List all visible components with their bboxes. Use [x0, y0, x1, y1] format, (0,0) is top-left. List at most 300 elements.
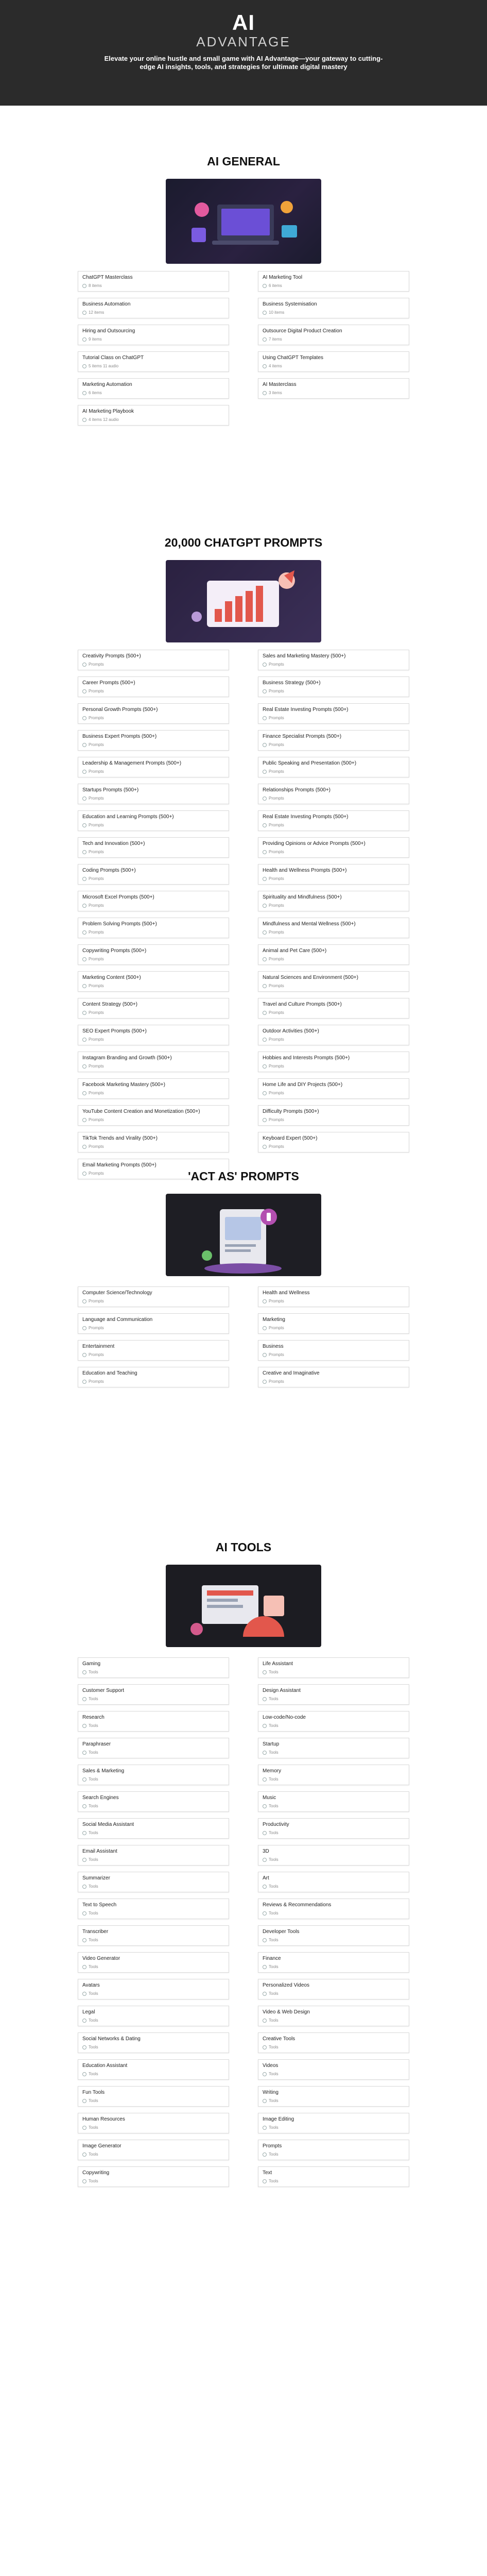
list-item[interactable]	[78, 271, 229, 292]
list-item-meta-text: Tools	[89, 2072, 98, 2076]
list-item-meta	[263, 364, 405, 368]
list-item[interactable]	[258, 271, 409, 292]
list-item[interactable]	[258, 1105, 409, 1126]
list-item-title: Sales and Marketing Mastery (500+)	[263, 653, 346, 659]
list-item[interactable]	[78, 864, 229, 885]
list-item-title: Natural Sciences and Environment (500+)	[263, 975, 358, 980]
list-item[interactable]	[78, 1025, 229, 1045]
list-item-meta	[82, 689, 224, 693]
item-type-icon	[263, 1751, 267, 1755]
list-item[interactable]	[258, 944, 409, 965]
list-item[interactable]	[258, 2032, 409, 2053]
list-item[interactable]	[78, 998, 229, 1019]
list-item[interactable]	[258, 891, 409, 911]
item-type-icon	[82, 284, 86, 288]
list-item-meta-text: Prompts	[269, 1010, 284, 1015]
list-item-meta-text: 7 items	[269, 337, 282, 342]
list-item-meta	[82, 2152, 224, 2157]
list-item[interactable]	[78, 810, 229, 831]
list-item-meta-text: 5 items 11 audio	[89, 364, 119, 368]
list-item[interactable]	[78, 1132, 229, 1153]
list-item[interactable]	[258, 730, 409, 751]
item-type-icon	[82, 877, 86, 881]
list-item-title: Content Strategy (500+)	[82, 1002, 138, 1007]
list-item-meta	[263, 742, 405, 747]
list-item[interactable]	[258, 837, 409, 858]
list-item[interactable]	[78, 325, 229, 345]
list-item[interactable]	[78, 1367, 229, 1387]
list-item-meta	[263, 2125, 405, 2130]
list-item[interactable]	[258, 1684, 409, 1705]
item-grid	[78, 1286, 409, 1394]
list-item-title: Spirituality and Mindfulness (500+)	[263, 894, 342, 900]
list-item-title: Keyboard Expert (500+)	[263, 1136, 318, 1141]
list-item-meta	[263, 930, 405, 935]
list-item-title: Avatars	[82, 1982, 100, 1988]
list-item[interactable]	[78, 2006, 229, 2026]
list-item-meta	[263, 716, 405, 720]
list-item-title: Leadership & Management Prompts (500+)	[82, 760, 182, 766]
list-item[interactable]	[258, 676, 409, 697]
section-ai-general	[0, 155, 487, 432]
act-as-illustration-icon	[166, 1194, 321, 1276]
list-item-meta	[263, 2098, 405, 2103]
section-illustration	[166, 1194, 321, 1276]
list-item-meta	[263, 1379, 405, 1384]
list-item-title: Hobbies and Interests Prompts (500+)	[263, 1055, 350, 1061]
item-type-icon	[263, 1992, 267, 1996]
list-item-title: Low-code/No-code	[263, 1715, 306, 1720]
list-item-title: Video Generator	[82, 1956, 120, 1961]
list-item-title: Health and Wellness	[263, 1290, 310, 1296]
item-type-icon	[82, 1777, 86, 1782]
list-item[interactable]	[78, 971, 229, 992]
list-item-title: Health and Wellness Prompts (500+)	[263, 868, 347, 873]
list-item[interactable]	[78, 676, 229, 697]
list-item[interactable]	[258, 2140, 409, 2160]
list-item-title: Facebook Marketing Mastery (500+)	[82, 1082, 165, 1088]
list-item-meta-text: Tools	[269, 1911, 279, 1916]
item-type-icon	[263, 2153, 267, 2157]
item-type-icon	[263, 1326, 267, 1330]
hero-title: AI	[232, 10, 255, 35]
list-item-title: Computer Science/Technology	[82, 1290, 152, 1296]
list-item[interactable]	[258, 2059, 409, 2080]
list-item[interactable]	[258, 757, 409, 777]
list-item-meta-text: Prompts	[89, 1117, 104, 1122]
list-item-meta-text: Tools	[269, 1857, 279, 1862]
item-type-icon	[82, 418, 86, 422]
list-item-title: Social Networks & Dating	[82, 2036, 141, 2042]
item-type-icon	[263, 1938, 267, 1942]
list-item[interactable]	[258, 650, 409, 670]
list-item-title: Email Marketing Prompts (500+)	[82, 1162, 156, 1168]
list-item-meta-text: Prompts	[269, 689, 284, 693]
list-item[interactable]	[78, 757, 229, 777]
list-item-meta-text: Prompts	[89, 1326, 104, 1330]
list-item[interactable]	[258, 1657, 409, 1678]
list-item-meta-text: Tools	[89, 2179, 98, 2183]
list-item[interactable]	[78, 918, 229, 938]
list-item[interactable]	[78, 650, 229, 670]
list-item-meta	[263, 662, 405, 667]
list-item[interactable]	[78, 730, 229, 751]
list-item[interactable]	[258, 1791, 409, 1812]
list-item[interactable]	[258, 918, 409, 938]
list-item[interactable]	[78, 1925, 229, 1946]
list-item-meta	[82, 1144, 224, 1149]
list-item-meta	[82, 876, 224, 881]
list-item[interactable]	[258, 1286, 409, 1307]
list-item[interactable]	[78, 944, 229, 965]
item-grid	[78, 650, 409, 1185]
list-item-meta-text: Prompts	[269, 1091, 284, 1095]
list-item-title: Business	[263, 1344, 284, 1349]
list-item-meta	[263, 1144, 405, 1149]
list-item[interactable]	[258, 378, 409, 399]
list-item[interactable]	[258, 998, 409, 1019]
list-item-meta-text: Prompts	[269, 1064, 284, 1069]
list-item-meta	[263, 1010, 405, 1015]
item-type-icon	[263, 1777, 267, 1782]
list-item-meta	[263, 1064, 405, 1069]
list-item-meta	[82, 1697, 224, 1701]
list-item-meta-text: Prompts	[89, 1010, 104, 1015]
list-item-title: Transcriber	[82, 1929, 109, 1935]
list-item-title: Coding Prompts (500+)	[82, 868, 136, 873]
list-item-meta-text: Tools	[89, 2018, 98, 2023]
list-item-meta-text: 12 items	[89, 310, 105, 315]
list-item[interactable]	[78, 1340, 229, 1361]
list-item-title: Text to Speech	[82, 1902, 117, 1908]
list-item-meta-text: 6 items	[269, 283, 282, 288]
list-item-meta-text: Tools	[89, 1938, 98, 1942]
item-type-icon	[263, 1911, 267, 1916]
list-item-meta	[82, 1670, 224, 1674]
list-item-meta	[263, 1117, 405, 1122]
list-item-meta-text: Tools	[269, 2179, 279, 2183]
item-type-icon	[82, 1804, 86, 1808]
list-item[interactable]	[78, 1845, 229, 1866]
list-item-meta-text: Prompts	[269, 930, 284, 935]
list-item-meta-text: Tools	[89, 1804, 98, 1808]
item-type-icon	[82, 716, 86, 720]
list-item[interactable]	[258, 1818, 409, 1839]
list-item-meta-text: Prompts	[269, 716, 284, 720]
list-item[interactable]	[258, 1765, 409, 1785]
list-item-meta-text: 6 items	[89, 391, 102, 395]
list-item[interactable]	[258, 1052, 409, 1072]
list-item[interactable]	[78, 891, 229, 911]
item-type-icon	[82, 1091, 86, 1095]
list-item-meta	[263, 1884, 405, 1889]
list-item-meta	[263, 1857, 405, 1862]
list-item-meta	[263, 1750, 405, 1755]
list-item-title: Travel and Culture Prompts (500+)	[263, 1002, 342, 1007]
item-type-icon	[263, 1965, 267, 1969]
list-item[interactable]	[78, 703, 229, 724]
list-item[interactable]	[258, 1711, 409, 1732]
list-item[interactable]	[258, 1925, 409, 1946]
list-item-meta-text: 8 items	[89, 283, 102, 288]
list-item-meta-text: Tools	[89, 1884, 98, 1889]
list-item-meta-text: Prompts	[269, 957, 284, 961]
list-item[interactable]	[78, 2113, 229, 2133]
list-item-meta	[82, 1326, 224, 1330]
item-type-icon	[263, 1670, 267, 1674]
list-item[interactable]	[258, 298, 409, 318]
item-type-icon	[82, 364, 86, 368]
list-item[interactable]	[78, 1105, 229, 1126]
list-item[interactable]	[258, 1952, 409, 1973]
list-item-meta-text: Tools	[269, 2152, 279, 2157]
list-item-meta-text: Tools	[89, 1831, 98, 1835]
list-item[interactable]	[78, 2086, 229, 2107]
list-item-title: Tech and Innovation (500+)	[82, 841, 145, 846]
list-item-meta	[263, 1964, 405, 1969]
list-item-meta-text: Tools	[269, 1991, 279, 1996]
list-item-meta-text: Prompts	[89, 930, 104, 935]
list-item-title: Entertainment	[82, 1344, 115, 1349]
list-item-meta-text: Tools	[269, 2018, 279, 2023]
list-item-title: Startup	[263, 1741, 280, 1747]
list-item-title: TikTok Trends and Virality (500+)	[82, 1136, 158, 1141]
item-type-icon	[82, 1299, 86, 1303]
list-item-meta-text: Prompts	[269, 823, 284, 827]
list-item-title: Copywriting	[82, 2170, 110, 2176]
list-item[interactable]	[78, 1899, 229, 1919]
list-item[interactable]	[258, 1979, 409, 1999]
list-item-title: Startups Prompts (500+)	[82, 787, 139, 793]
list-item-meta-text: Prompts	[269, 1379, 284, 1384]
list-item-meta	[263, 903, 405, 908]
list-item-title: Paraphraser	[82, 1741, 111, 1747]
list-item[interactable]	[78, 1286, 229, 1307]
list-item[interactable]	[258, 810, 409, 831]
list-item-meta-text: Prompts	[269, 850, 284, 854]
list-item[interactable]	[258, 325, 409, 345]
list-item[interactable]	[78, 2166, 229, 2187]
list-item-meta	[82, 796, 224, 801]
list-item[interactable]	[78, 1078, 229, 1099]
list-item[interactable]	[258, 971, 409, 992]
list-item-title: Marketing Content (500+)	[82, 975, 141, 980]
list-item-meta	[263, 1911, 405, 1916]
item-type-icon	[82, 1724, 86, 1728]
item-type-icon	[263, 337, 267, 342]
list-item[interactable]	[258, 1313, 409, 1334]
list-item[interactable]	[78, 1765, 229, 1785]
list-item-meta-text: Prompts	[269, 742, 284, 747]
list-item-meta-text: Tools	[89, 1991, 98, 1996]
list-item[interactable]	[78, 837, 229, 858]
list-item-title: Image Editing	[263, 2116, 294, 2122]
item-type-icon	[263, 1038, 267, 1042]
list-item[interactable]	[258, 1899, 409, 1919]
list-item-title: Marketing	[263, 1317, 285, 1323]
list-item-meta-text: Tools	[269, 2072, 279, 2076]
list-item-meta	[263, 957, 405, 961]
list-item[interactable]	[78, 351, 229, 372]
list-item-title: Social Media Assistant	[82, 1822, 134, 1827]
list-item[interactable]	[78, 1052, 229, 1072]
list-item[interactable]	[258, 703, 409, 724]
list-item-title: Image Generator	[82, 2143, 121, 2149]
item-type-icon	[263, 1118, 267, 1122]
list-item-title: Animal and Pet Care (500+)	[263, 948, 327, 954]
list-item[interactable]	[78, 1684, 229, 1705]
list-item[interactable]	[258, 2166, 409, 2187]
list-item[interactable]	[78, 405, 229, 426]
item-type-icon	[82, 1751, 86, 1755]
list-item[interactable]	[258, 1340, 409, 1361]
list-item-title: Video & Web Design	[263, 2009, 310, 2015]
list-item[interactable]	[78, 378, 229, 399]
list-item-meta	[263, 1723, 405, 1728]
list-item-meta-text: Prompts	[89, 903, 104, 908]
item-type-icon	[82, 1885, 86, 1889]
list-item[interactable]	[258, 1132, 409, 1153]
item-type-icon	[263, 2126, 267, 2130]
item-type-icon	[82, 2153, 86, 2157]
list-item-meta-text: Tools	[269, 2098, 279, 2103]
item-type-icon	[82, 770, 86, 774]
item-type-icon	[82, 1831, 86, 1835]
list-item-meta-text: 10 items	[269, 310, 285, 315]
list-item-meta	[82, 1379, 224, 1384]
list-item-meta	[82, 1750, 224, 1755]
list-item[interactable]	[78, 2059, 229, 2080]
list-item[interactable]	[258, 1845, 409, 1866]
list-item[interactable]	[78, 1872, 229, 1892]
item-type-icon	[263, 663, 267, 667]
list-item[interactable]	[258, 2086, 409, 2107]
item-type-icon	[82, 1145, 86, 1149]
list-item-meta-text: Tools	[89, 1670, 98, 1674]
item-type-icon	[82, 663, 86, 667]
list-item-meta	[263, 796, 405, 801]
list-item-meta-text: Tools	[89, 2152, 98, 2157]
item-type-icon	[263, 2179, 267, 2183]
list-item-meta-text: Prompts	[89, 1171, 104, 1176]
list-item[interactable]	[78, 784, 229, 804]
list-item[interactable]	[78, 1818, 229, 1839]
list-item-meta-text: Tools	[269, 1750, 279, 1755]
item-type-icon	[263, 1697, 267, 1701]
hero-tagline: Elevate your online hustle and small game with AI Advantage—your gateway to cutting-edge AI insights, tools, and strategies for ultimate digital mastery	[104, 55, 383, 71]
list-item-meta	[82, 1037, 224, 1042]
list-item-meta	[263, 283, 405, 288]
list-item[interactable]	[258, 1078, 409, 1099]
item-type-icon	[82, 743, 86, 747]
list-item[interactable]	[78, 2032, 229, 2053]
list-item-meta-text: Prompts	[89, 850, 104, 854]
list-item-title: Life Assistant	[263, 1661, 293, 1667]
list-item-meta	[263, 1804, 405, 1808]
item-type-icon	[82, 2019, 86, 2023]
section-chatgpt-prompts	[0, 536, 487, 1185]
list-item-meta-text: Prompts	[89, 1144, 104, 1149]
list-item-title: Hiring and Outsourcing	[82, 328, 135, 334]
list-item-meta	[263, 1091, 405, 1095]
section-ai-tools	[0, 1540, 487, 2193]
list-item[interactable]	[258, 1738, 409, 1758]
section-title: 'ACT AS' PROMPTS	[188, 1170, 299, 1183]
list-item-meta-text: 9 items	[89, 337, 102, 342]
item-type-icon	[263, 2019, 267, 2023]
list-item-title: Real Estate Investing Prompts (500+)	[263, 814, 349, 820]
list-item[interactable]	[78, 1738, 229, 1758]
item-type-icon	[263, 957, 267, 961]
list-item-title: Customer Support	[82, 1688, 125, 1693]
item-type-icon	[263, 2072, 267, 2076]
list-item-meta	[82, 662, 224, 667]
list-item-title: Outsource Digital Product Creation	[263, 328, 342, 334]
list-item[interactable]	[258, 784, 409, 804]
list-item[interactable]	[258, 1872, 409, 1892]
list-item-meta	[82, 391, 224, 395]
list-item[interactable]	[78, 298, 229, 318]
list-item-meta-text: Prompts	[269, 1144, 284, 1149]
item-type-icon	[82, 1118, 86, 1122]
list-item[interactable]	[78, 1313, 229, 1334]
list-item[interactable]	[258, 1025, 409, 1045]
list-item-meta-text: Tools	[89, 2125, 98, 2130]
list-item[interactable]	[78, 1711, 229, 1732]
list-item-meta-text: Tools	[269, 2125, 279, 2130]
list-item-title: Microsoft Excel Prompts (500+)	[82, 894, 154, 900]
item-type-icon	[263, 1724, 267, 1728]
item-type-icon	[263, 930, 267, 935]
list-item[interactable]	[78, 1657, 229, 1678]
list-item-title: Real Estate Investing Prompts (500+)	[263, 707, 349, 713]
list-item-meta-text: Tools	[269, 1804, 279, 1808]
list-item-title: 3D	[263, 1849, 269, 1854]
list-item-meta	[82, 1010, 224, 1015]
item-type-icon	[82, 2099, 86, 2103]
item-type-icon	[82, 1965, 86, 1969]
list-item-title: YouTube Content Creation and Monetization (500+)	[82, 1109, 200, 1114]
item-type-icon	[82, 850, 86, 854]
list-item[interactable]	[78, 1979, 229, 1999]
list-item-meta-text: Tools	[89, 1857, 98, 1862]
list-item-title: Personal Growth Prompts (500+)	[82, 707, 158, 713]
list-item[interactable]	[78, 2140, 229, 2160]
list-item[interactable]	[258, 351, 409, 372]
list-item-meta	[263, 1831, 405, 1835]
list-item-title: Mindfulness and Mental Wellness (500+)	[263, 921, 356, 927]
list-item-meta	[82, 364, 224, 368]
list-item-meta	[82, 2125, 224, 2130]
item-type-icon	[82, 1911, 86, 1916]
list-item[interactable]	[78, 1952, 229, 1973]
item-type-icon	[82, 1038, 86, 1042]
hero-subtitle: ADVANTAGE	[196, 34, 291, 49]
list-item-title: Relationships Prompts (500+)	[263, 787, 331, 793]
list-item-meta-text: Tools	[89, 1750, 98, 1755]
list-item[interactable]	[258, 2006, 409, 2026]
list-item-meta-text: Prompts	[89, 796, 104, 801]
list-item[interactable]	[258, 864, 409, 885]
item-type-icon	[263, 1804, 267, 1808]
list-item[interactable]	[258, 2113, 409, 2133]
list-item-title: Outdoor Activities (500+)	[263, 1028, 319, 1034]
list-item-meta-text: Tools	[89, 1777, 98, 1782]
list-item[interactable]	[78, 1791, 229, 1812]
list-item[interactable]	[258, 1367, 409, 1387]
item-type-icon	[263, 689, 267, 693]
list-item-meta	[82, 417, 224, 422]
